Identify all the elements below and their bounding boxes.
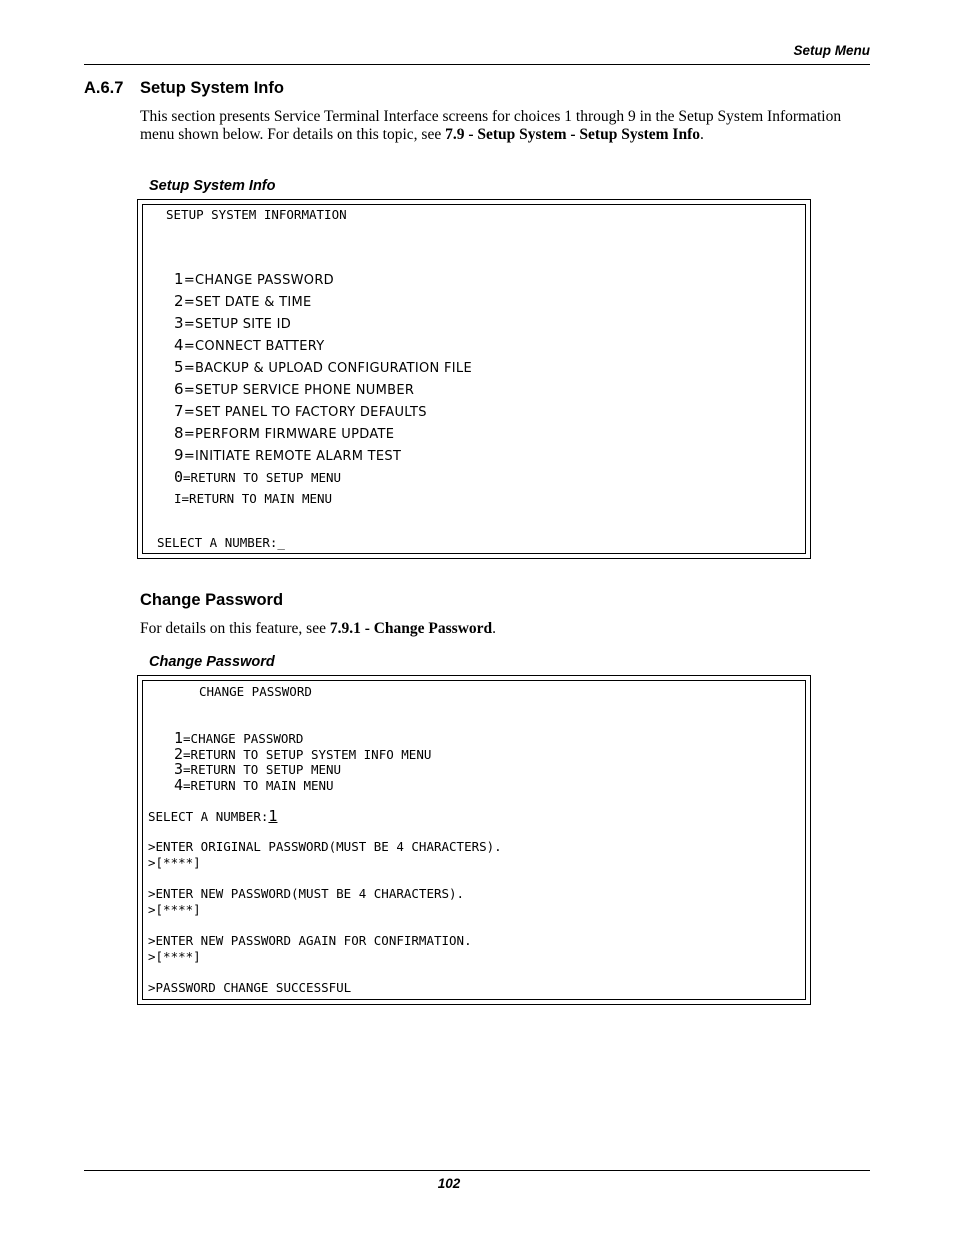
menu-item-1: 1=CHANGE PASSWORD	[174, 270, 334, 288]
terminal-line-7: >PASSWORD CHANGE SUCCESSFUL	[148, 980, 352, 995]
menu-item-3: 3=RETURN TO SETUP MENU	[174, 760, 342, 778]
page-number: 102	[437, 1176, 461, 1191]
menu-item-2: 2=RETURN TO SETUP SYSTEM INFO MENU	[174, 745, 432, 763]
terminal-line-3: >ENTER NEW PASSWORD(MUST BE 4 CHARACTERS).	[148, 886, 465, 901]
section-intro	[140, 108, 870, 144]
select-prompt: SELECT A NUMBER:1	[148, 807, 278, 825]
terminal-line-5: >ENTER NEW PASSWORD AGAIN FOR CONFIRMATION.	[148, 933, 472, 948]
header-rule	[84, 64, 870, 65]
subsection-reference: 7.9.1 - Change Password	[329, 620, 493, 637]
footer-rule	[84, 1170, 870, 1171]
select-prompt: SELECT A NUMBER:_	[157, 535, 285, 550]
menu-item-4: 4=CONNECT BATTERY	[174, 336, 325, 354]
terminal-line-4: >[****]	[148, 902, 201, 917]
menu-item-0: 0=RETURN TO SETUP MENU	[174, 468, 342, 486]
menu-item-6: 6=SETUP SERVICE PHONE NUMBER	[174, 380, 415, 398]
subsection-heading: Change Password	[140, 591, 284, 609]
menu-item-4: 4=RETURN TO MAIN MENU	[174, 776, 334, 794]
menu-item-8: 8=PERFORM FIRMWARE UPDATE	[174, 424, 395, 442]
menu-item-i: I=RETURN TO MAIN MENU	[174, 491, 333, 506]
figure-caption-setup-system-info: Setup System Info	[149, 178, 276, 194]
terminal-screen-change-password	[137, 675, 811, 1005]
terminal-line-1: >ENTER ORIGINAL PASSWORD(MUST BE 4 CHARACTERS).	[148, 839, 502, 854]
menu-item-9: 9=INITIATE REMOTE ALARM TEST	[174, 446, 402, 464]
intro-end: .	[700, 126, 704, 143]
menu-item-5: 5=BACKUP & UPLOAD CONFIGURATION FILE	[174, 358, 472, 376]
subsection-text	[140, 620, 870, 638]
terminal-title: CHANGE PASSWORD	[199, 684, 312, 699]
terminal-screen-setup-system-info	[137, 199, 811, 559]
section-number: A.6.7	[84, 79, 124, 97]
figure-caption-change-password: Change Password	[149, 654, 275, 670]
section-heading	[84, 79, 284, 98]
terminal-line-2: >[****]	[148, 855, 201, 870]
menu-item-2: 2=SET DATE & TIME	[174, 292, 312, 310]
subsection-text-a: For details on this feature, see	[140, 620, 330, 637]
subsection-text-end: .	[492, 620, 497, 637]
terminal-line-6: >[****]	[148, 949, 201, 964]
menu-item-1: 1=CHANGE PASSWORD	[174, 729, 304, 747]
intro-text: This section presents Service Terminal Interface screens for choices 1 through 9 in the Setup System Information menu shown below. For details on this topic, see	[140, 108, 842, 143]
running-header-title: Setup Menu	[793, 43, 870, 58]
selected-value: 1	[268, 807, 278, 825]
terminal-title: SETUP SYSTEM INFORMATION	[166, 207, 347, 222]
section-title: Setup System Info	[140, 79, 284, 97]
intro-reference: 7.9 - Setup System - Setup System Info	[445, 126, 700, 143]
menu-item-3: 3=SETUP SITE ID	[174, 314, 292, 332]
menu-item-7: 7=SET PANEL TO FACTORY DEFAULTS	[174, 402, 427, 420]
